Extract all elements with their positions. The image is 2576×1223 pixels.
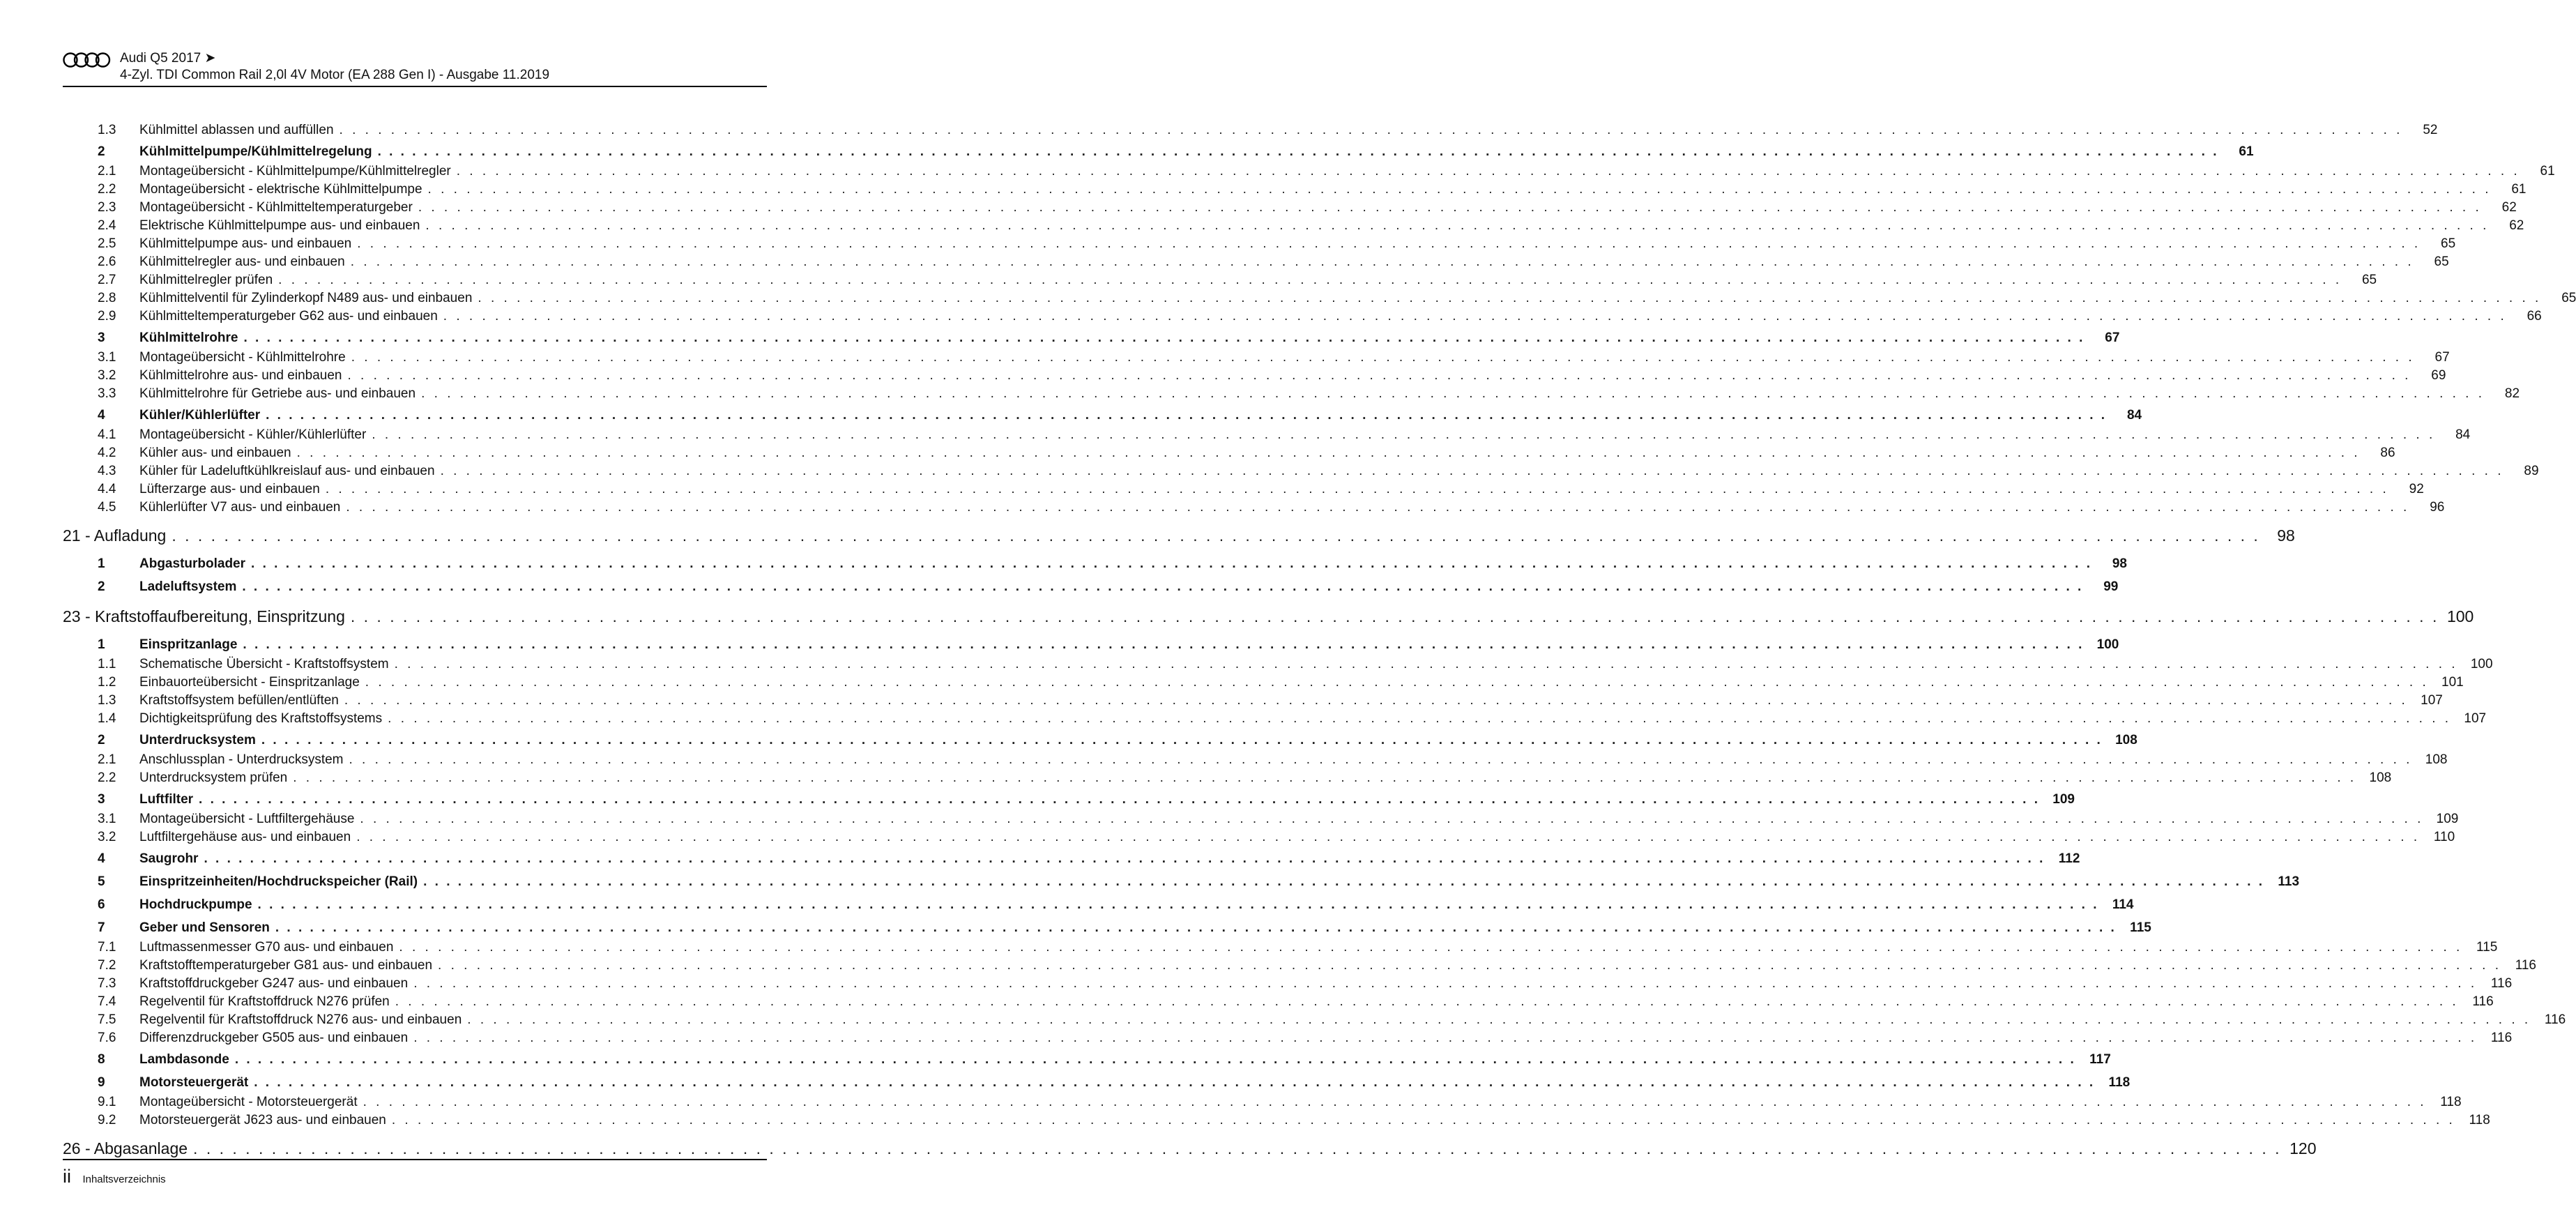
toc-page-number: 65 [2441,236,2456,251]
header-divider [63,86,767,87]
toc-chapter[interactable] [63,1139,2317,1166]
toc-number: 2.9 [98,309,116,324]
toc-leader-dots: . . . . . . . . . . . . . . . . . . . . . . . . . . . . . . . . . . . . . . . . . . . . . . . . . . . . . . . . . . . . . . . . . . . . . . . . . . . . . . . . . . . . . . . . . . . . . . . . . . . . . . . . . . . . . . . . . . . . . . . . . . . . . . . . . . . . . . . . . . . . . . . . . . . . . . . . . . . . . . . . [251,556,2092,571]
toc-item[interactable] [63,309,2542,327]
toc-number: 9 [98,1075,105,1090]
toc-page-number: 62 [2501,200,2517,215]
toc-number: 6 [98,897,105,912]
toc-leader-dots: . . . . . . . . . . . . . . . . . . . . . . . . . . . . . . . . . . . . . . . . . . . . . . . . . . . . . . . . . . . . . . . . . . . . . . . . . . . . . . . . . . . . . . . . . . . . . . . . . . . . . . . . . . . . . . . . . . . . . . . . . . . . . . . . . . . . . . . . . . . . . . . . . . . . . . . . . . . . . . . . [395,994,2459,1009]
toc-number: 2.7 [98,273,116,287]
toc-page-number: 120 [2289,1139,2317,1157]
toc-item[interactable] [63,958,2536,976]
toc-leader-dots: . . . . . . . . . . . . . . . . . . . . . . . . . . . . . . . . . . . . . . . . . . . . . . . . . . . . . . . . . . . . . . . . . . . . . . . . . . . . . . . . . . . . . . . . . . . . . . . . . . . . . . . . . . . . . . . . . . . . . . . . . . . . . . . . . . . . . . . . . . . . . . . . . . . . . . . . . . . . . . . . [413,1031,2478,1045]
toc-page-number: 61 [2511,182,2527,197]
toc-page-number: 107 [2464,711,2487,726]
toc-title: Kühlmittelpumpe/Kühlmittelregelung [139,144,372,159]
toc-leader-dots: . . . . . . . . . . . . . . . . . . . . . . . . . . . . . . . . . . . . . . . . . . . . . . . . . . . . . . . . . . . . . . . . . . . . . . . . . . . . . . . . . . . . . . . . . . . . . . . . . . . . . . . . . . . . . . . . . . . . . . . . . . . . . . . . . . . . . . . . . . . . . . . . . . . . . . . . . . . . . . . . [275,920,2117,935]
toc-leader-dots: . . . . . . . . . . . . . . . . . . . . . . . . . . . . . . . . . . . . . . . . . . . . . . . . . . . . . . . . . . . . . . . . . . . . . . . . . . . . . . . . . . . . . . . . . . . . . . . . . . . . . . . . . . . . . . . . . . . . . . . . . . . . . . . . . . . . . . . . . . . . . . . . . . . . . . . . . . . . . . . . [440,464,2504,478]
toc-title: Montageübersicht - Kühlmittelrohre [139,350,346,365]
toc-title: Kühlmittelpumpe aus- und einbauen [139,236,352,251]
toc-title: Schematische Übersicht - Kraftstoffsystem [139,657,389,671]
toc-page-number: 109 [2436,812,2459,826]
toc-number: 7.5 [98,1012,116,1027]
toc-leader-dots: . . . . . . . . . . . . . . . . . . . . . . . . . . . . . . . . . . . . . . . . . . . . . . . . . . . . . . . . . . . . . . . . . . . . . . . . . . . . . . . . . . . . . . . . . . . . . . . . . . . . . . . . . . . . . . . . . . . . . . . . . . . . . . . . . . . . . . . . . . . . . . . . . . . . . . . . . . . . . . . . [204,851,2045,866]
toc-number: 2 [98,733,105,747]
toc-section[interactable] [63,556,2127,576]
toc-section[interactable] [63,144,2254,164]
toc-leader-dots: . . . . . . . . . . . . . . . . . . . . . . . . . . . . . . . . . . . . . . . . . . . . . . . . . . . . . . . . . . . . . . . . . . . . . . . . . . . . . . . . . . . . . . . . . . . . . . . . . . . . . . . . . . . . . . . . . . . . . . . . . . . . . . . . . . . . . . . . . . . . . . . . . . . . . . . . . . . . . . . . [350,255,2414,269]
toc-page-number: 61 [2239,144,2254,159]
toc-section[interactable] [63,579,2119,599]
toc-leader-dots: . . . . . . . . . . . . . . . . . . . . . . . . . . . . . . . . . . . . . . . . . . . . . . . . . . . . . . . . . . . . . . . . . . . . . . . . . . . . . . . . . . . . . . . . . . . . . . . . . . . . . . . . . . . . . . . . . . . . . . . . . . . . . . . . . . . . . . . . . . . . . . . . . . . . . . . . . . . . . . . . [399,940,2463,955]
toc-number: 2.5 [98,236,116,251]
toc-leader-dots: . . . . . . . . . . . . . . . . . . . . . . . . . . . . . . . . . . . . . . . . . . . . . . . . . . . . . . . . . . . . . . . . . . . . . . . . . . . . . . . . . . . . . . . . . . . . . . . . . . . . . . . . . . . . . . . . . . . . . . . . . . . . . . . . . . . . . . . . . . . . . . . . . . . . . . . . . . . . . . . . [344,693,2408,708]
toc-leader-dots: . . . . . . . . . . . . . . . . . . . . . . . . . . . . . . . . . . . . . . . . . . . . . . . . . . . . . . . . . . . . . . . . . . . . . . . . . . . . . . . . . . . . . . . . . . . . . . . . . . . . . . . . . . . . . . . . . . . . . . . . . . . . . . . . . . . . . . . . . . . . . . . . . . . . . . . . . . . . . . . . [365,675,2429,690]
toc-item[interactable] [63,368,2446,386]
toc-page-number: 98 [2277,526,2295,545]
toc-leader-dots: . . . . . . . . . . . . . . . . . . . . . . . . . . . . . . . . . . . . . . . . . . . . . . . . . . . . . . . . . . . . . . . . . . . . . . . . . . . . . . . . . . . . . . . . . . . . . . . . . . . . . . . . . . . . . . . . . . . . . . . . . . . . . . . . . . . . . . . . . . . . . . . . . . . . . . . . . . . . . . . . [254,1075,2096,1090]
toc-section[interactable] [63,874,2300,894]
toc-leader-dots: . . . . . . . . . . . . . . . . . . . . . . . . . . . . . . . . . . . . . . . . . . . . . . . . . . . . . . . . . . . . . . . . . . . . . . . . . . . . . . . . . . . . . . . . . . . . . . . . . . . . . . . . . . . . . . . . . . . . . . . . . . . . . . . . . . . . . . . . . . . . . . . . . . . . . . . . . . . . . . . . [478,291,2542,305]
toc-leader-dots: . . . . . . . . . . . . . . . . . . . . . . . . . . . . . . . . . . . . . . . . . . . . . . . . . . . . . . . . . . . . . . . . . . . . . . . . . . . . . . . . . . . . . . . . . . . . . . . . . . . . . . . . . . . . . . . . . . . . . . . . . . . . . . . . . . . . . . . . . . . . . . . . . . . . . . . . . . . . . . . . [413,976,2478,991]
toc-leader-dots: . . . . . . . . . . . . . . . . . . . . . . . . . . . . . . . . . . . . . . . . . . . . . . . . . . . . . . . . . . . . . . . . . . . . . . . . . . . . . . . . . . . . . . . . . . . . . . . . . . . . . . . . . . . . . . . . . . . . . . . . . . . . . . . . . . . . . . . . . . . . . . . . . . . . . . . . . . . . . . . . [339,123,2403,137]
toc-title: 26 - Abgasanlage [63,1139,188,1157]
toc-number: 2.6 [98,255,116,269]
toc-title: Anschlussplan - Unterdrucksystem [139,752,344,767]
toc-leader-dots: . . . . . . . . . . . . . . . . . . . . . . . . . . . . . . . . . . . . . . . . . . . . . . . . . . . . . . . . . . . . . . . . . . . . . . . . . . . . . . . . . . . . . . . . . . . . . . . . . . . . . . . . . . . . . . . . . . . . . . . . . . . . . . . . . . . . . . . . . . . . . . . . . . . . . . . . . . . . . . . . [418,200,2482,215]
toc-page-number: 65 [2434,255,2449,269]
toc-number: 1 [98,637,105,652]
toc-section[interactable] [63,733,2137,752]
toc-title: Kühler aus- und einbauen [139,446,291,460]
toc-item[interactable] [63,182,2527,200]
toc-item[interactable] [63,657,2493,675]
toc-title: Einspritzanlage [139,637,238,652]
toc-leader-dots: . . . . . . . . . . . . . . . . . . . . . . . . . . . . . . . . . . . . . . . . . . . . . . . . . . . . . . . . . . . . . . . . . . . . . . . . . . . . . . . . . . . . . . . . . . . . . . . . . . . . . . . . . . . . . . . . . . . . . . . . . . . . . . . . . . . . . . . . . . . . . . . . . . . . . . . . . . . . . . . . [261,733,2103,747]
toc-page-number: 52 [2423,123,2438,137]
toc-leader-dots: . . . . . . . . . . . . . . . . . . . . . . . . . . . . . . . . . . . . . . . . . . . . . . . . . . . . . . . . . . . . . . . . . . . . . . . . . . . . . . . . . . . . . . . . . . . . . . . . . . . . . . . . . . . . . . . . . . . . . . . . . . . . . . . . . . . . . . . . . . . . . . . . . . . . . . . . . . . . . . . . [266,408,2108,423]
toc-leader-dots: . . . . . . . . . . . . . . . . . . . . . . . . . . . . . . . . . . . . . . . . . . . . . . . . . . . . . . . . . . . . . . . . . . . . . . . . . . . . . . . . . . . . . . . . . . . . . . . . . . . . . . . . . . . . . . . . . . . . . . . . . . . . . . . . . . . . . . . . . . . . . . . . . . . . . . . . . . . . . . . . [423,874,2265,889]
toc-title: Differenzdruckgeber G505 aus- und einbauen [139,1031,409,1045]
toc-page-number: 118 [2469,1113,2490,1127]
footer-divider [63,1159,767,1160]
toc-page-number: 112 [2058,851,2080,866]
toc-number: 2 [98,579,105,594]
toc-number: 4 [98,408,105,423]
toc-number: 8 [98,1052,105,1067]
toc-section[interactable] [63,637,2119,657]
toc-title: Kühlmittelregler aus- und einbauen [139,255,345,269]
toc-item[interactable] [63,1031,2513,1049]
toc-page-number: 89 [2524,464,2539,478]
page-footer [63,1166,166,1190]
toc-leader-dots: . . . . . . . . . . . . . . . . . . . . . . . . . . . . . . . . . . . . . . . . . . . . . . . . . . . . . . . . . . . . . . . . . . . . . . . . . . . . . . . . . . . . . . . . . . . . . . . . . . . . . . . . . . . . . . . . . . . . . . . . . . . . . . . . . . . . . . . . . . . . . . . . . . . . . . . . . . . . . . . . [325,482,2389,496]
toc-number: 1.1 [98,657,116,671]
toc-title: Luftfilter [139,792,194,807]
toc-leader-dots: . . . . . . . . . . . . . . . . . . . . . . . . . . . . . . . . . . . . . . . . . . . . . . . . . . . . . . . . . . . . . . . . . . . . . . . . . . . . . . . . . . . . . . . . . . . . . . . . . . . . . . . . . . . . . . . . . . . . . . . . . . . . . . . . . . . . . . . . . . . . . . . . . . . . . . . . . . . . . . . . [172,526,2260,545]
toc-leader-dots: . . . . . . . . . . . . . . . . . . . . . . . . . . . . . . . . . . . . . . . . . . . . . . . . . . . . . . . . . . . . . . . . . . . . . . . . . . . . . . . . . . . . . . . . . . . . . . . . . . . . . . . . . . . . . . . . . . . . . . . . . . . . . . . . . . . . . . . . . . . . . . . . . . . . . . . . . . . . . . . . [193,1139,2282,1157]
toc-number: 3.2 [98,368,116,383]
toc-leader-dots: . . . . . . . . . . . . . . . . . . . . . . . . . . . . . . . . . . . . . . . . . . . . . . . . . . . . . . . . . . . . . . . . . . . . . . . . . . . . . . . . . . . . . . . . . . . . . . . . . . . . . . . . . . . . . . . . . . . . . . . . . . . . . . . . . . . . . . . . . . . . . . . . . . . . . . . . . . . . . . . . [234,1052,2076,1067]
toc-title: Montageübersicht - elektrische Kühlmittelpumpe [139,182,422,197]
toc-item[interactable] [63,1012,2566,1031]
toc-page-number: 98 [2112,556,2127,571]
toc-item[interactable] [63,675,2464,693]
toc-title: Montageübersicht - Motorsteuergerät [139,1095,358,1109]
toc-title: Saugrohr [139,851,199,866]
toc-page-number: 100 [2096,637,2119,652]
toc-leader-dots: . . . . . . . . . . . . . . . . . . . . . . . . . . . . . . . . . . . . . . . . . . . . . . . . . . . . . . . . . . . . . . . . . . . . . . . . . . . . . . . . . . . . . . . . . . . . . . . . . . . . . . . . . . . . . . . . . . . . . . . . . . . . . . . . . . . . . . . . . . . . . . . . . . . . . . . . . . . . . . . . [391,1113,2455,1127]
toc-page-number: 116 [2490,1031,2513,1045]
toc-page-number: 62 [2509,218,2524,233]
toc-number: 3.1 [98,350,116,365]
toc-leader-dots: . . . . . . . . . . . . . . . . . . . . . . . . . . . . . . . . . . . . . . . . . . . . . . . . . . . . . . . . . . . . . . . . . . . . . . . . . . . . . . . . . . . . . . . . . . . . . . . . . . . . . . . . . . . . . . . . . . . . . . . . . . . . . . . . . . . . . . . . . . . . . . . . . . . . . . . . . . . . . . . . [372,427,2436,442]
toc-page-number: 61 [2540,164,2555,178]
toc-title: Regelventil für Kraftstoffdruck N276 aus- und einbauen [139,1012,462,1027]
toc-section[interactable] [63,920,2151,940]
toc-number: 7 [98,920,105,935]
toc-title: Kühlmittelregler prüfen [139,273,273,287]
toc-leader-dots: . . . . . . . . . . . . . . . . . . . . . . . . . . . . . . . . . . . . . . . . . . . . . . . . . . . . . . . . . . . . . . . . . . . . . . . . . . . . . . . . . . . . . . . . . . . . . . . . . . . . . . . . . . . . . . . . . . . . . . . . . . . . . . . . . . . . . . . . . . . . . . . . . . . . . . . . . . . . . . . . [467,1012,2531,1027]
toc-leader-dots: . . . . . . . . . . . . . . . . . . . . . . . . . . . . . . . . . . . . . . . . . . . . . . . . . . . . . . . . . . . . . . . . . . . . . . . . . . . . . . . . . . . . . . . . . . . . . . . . . . . . . . . . . . . . . . . . . . . . . . . . . . . . . . . . . . . . . . . . . . . . . . . . . . . . . . . . . . . . . . . . [357,236,2421,251]
toc-item[interactable] [63,482,2424,500]
toc-leader-dots: . . . . . . . . . . . . . . . . . . . . . . . . . . . . . . . . . . . . . . . . . . . . . . . . . . . . . . . . . . . . . . . . . . . . . . . . . . . . . . . . . . . . . . . . . . . . . . . . . . . . . . . . . . . . . . . . . . . . . . . . . . . . . . . . . . . . . . . . . . . . . . . . . . . . . . . . . . . . . . . . [350,607,2439,625]
toc-item[interactable] [63,273,2377,291]
toc-number: 7.6 [98,1031,116,1045]
toc-item[interactable] [63,464,2539,482]
toc-number: 2.8 [98,291,116,305]
toc-leader-dots: . . . . . . . . . . . . . . . . . . . . . . . . . . . . . . . . . . . . . . . . . . . . . . . . . . . . . . . . . . . . . . . . . . . . . . . . . . . . . . . . . . . . . . . . . . . . . . . . . . . . . . . . . . . . . . . . . . . . . . . . . . . . . . . . . . . . . . . . . . . . . . . . . . . . . . . . . . . . . . . . [394,657,2458,671]
toc-leader-dots: . . . . . . . . . . . . . . . . . . . . . . . . . . . . . . . . . . . . . . . . . . . . . . . . . . . . . . . . . . . . . . . . . . . . . . . . . . . . . . . . . . . . . . . . . . . . . . . . . . . . . . . . . . . . . . . . . . . . . . . . . . . . . . . . . . . . . . . . . . . . . . . . . . . . . . . . . . . . . . . . [243,331,2085,345]
toc-item[interactable] [63,236,2456,255]
toc-title: Abgasturbolader [139,556,246,571]
toc-page-number: 69 [2431,368,2446,383]
toc-title: Lambdasonde [139,1052,229,1067]
toc-leader-dots: . . . . . . . . . . . . . . . . . . . . . . . . . . . . . . . . . . . . . . . . . . . . . . . . . . . . . . . . . . . . . . . . . . . . . . . . . . . . . . . . . . . . . . . . . . . . . . . . . . . . . . . . . . . . . . . . . . . . . . . . . . . . . . . . . . . . . . . . . . . . . . . . . . . . . . . . . . . . . . . . [351,350,2415,365]
toc-title: 21 - Aufladung [63,526,167,545]
toc-leader-dots: . . . . . . . . . . . . . . . . . . . . . . . . . . . . . . . . . . . . . . . . . . . . . . . . . . . . . . . . . . . . . . . . . . . . . . . . . . . . . . . . . . . . . . . . . . . . . . . . . . . . . . . . . . . . . . . . . . . . . . . . . . . . . . . . . . . . . . . . . . . . . . . . . . . . . . . . . . . . . . . . [388,711,2452,726]
toc-title: Motorsteuergerät J623 aus- und einbauen [139,1113,386,1127]
toc-page-number: 65 [2361,273,2377,287]
toc-page-number: 96 [2430,500,2445,515]
toc-title: Regelventil für Kraftstoffdruck N276 prüfen [139,994,390,1009]
toc-item[interactable] [63,994,2494,1012]
toc-leader-dots: . . . . . . . . . . . . . . . . . . . . . . . . . . . . . . . . . . . . . . . . . . . . . . . . . . . . . . . . . . . . . . . . . . . . . . . . . . . . . . . . . . . . . . . . . . . . . . . . . . . . . . . . . . . . . . . . . . . . . . . . . . . . . . . . . . . . . . . . . . . . . . . . . . . . . . . . . . . . . . . . [349,752,2413,767]
toc-title: Kraftstoffsystem befüllen/entlüften [139,693,339,708]
toc-page-number: 116 [2490,976,2513,991]
toc-number: 5 [98,874,105,889]
toc-number: 7.2 [98,958,116,973]
toc-title: Kühlmittel ablassen und auffüllen [139,123,334,137]
toc-item[interactable] [63,770,2392,789]
toc-title: Kraftstofftemperaturgeber G81 aus- und einbauen [139,958,433,973]
toc-leader-dots: . . . . . . . . . . . . . . . . . . . . . . . . . . . . . . . . . . . . . . . . . . . . . . . . . . . . . . . . . . . . . . . . . . . . . . . . . . . . . . . . . . . . . . . . . . . . . . . . . . . . . . . . . . . . . . . . . . . . . . . . . . . . . . . . . . . . . . . . . . . . . . . . . . . . . . . . . . . . . . . . [425,218,2490,233]
toc-page-number: 65 [2561,291,2576,305]
toc-number: 4.5 [98,500,116,515]
toc-item[interactable] [63,386,2520,404]
toc-page-number: 117 [2089,1052,2111,1067]
toc-title: Unterdrucksystem [139,733,256,747]
toc-number: 9.1 [98,1095,116,1109]
toc-leader-dots: . . . . . . . . . . . . . . . . . . . . . . . . . . . . . . . . . . . . . . . . . . . . . . . . . . . . . . . . . . . . . . . . . . . . . . . . . . . . . . . . . . . . . . . . . . . . . . . . . . . . . . . . . . . . . . . . . . . . . . . . . . . . . . . . . . . . . . . . . . . . . . . . . . . . . . . . . . . . . . . . [293,770,2357,785]
toc-title: Einbauorteübersicht - Einspritzanlage [139,675,360,690]
toc-page-number: 108 [2115,733,2137,747]
toc-leader-dots: . . . . . . . . . . . . . . . . . . . . . . . . . . . . . . . . . . . . . . . . . . . . . . . . . . . . . . . . . . . . . . . . . . . . . . . . . . . . . . . . . . . . . . . . . . . . . . . . . . . . . . . . . . . . . . . . . . . . . . . . . . . . . . . . . . . . . . . . . . . . . . . . . . . . . . . . . . . . . . . . [346,500,2410,515]
toc-leader-dots: . . . . . . . . . . . . . . . . . . . . . . . . . . . . . . . . . . . . . . . . . . . . . . . . . . . . . . . . . . . . . . . . . . . . . . . . . . . . . . . . . . . . . . . . . . . . . . . . . . . . . . . . . . . . . . . . . . . . . . . . . . . . . . . . . . . . . . . . . . . . . . . . . . . . . . . . . . . . . . . . [421,386,2485,401]
toc-item[interactable] [63,291,2576,309]
toc-page-number: 115 [2476,940,2498,955]
toc-leader-dots: . . . . . . . . . . . . . . . . . . . . . . . . . . . . . . . . . . . . . . . . . . . . . . . . . . . . . . . . . . . . . . . . . . . . . . . . . . . . . . . . . . . . . . . . . . . . . . . . . . . . . . . . . . . . . . . . . . . . . . . . . . . . . . . . . . . . . . . . . . . . . . . . . . . . . . . . . . . . . . . . [363,1095,2427,1109]
toc-page-number: 116 [2515,958,2536,973]
toc-number: 3 [98,792,105,807]
toc-item[interactable] [63,123,2438,141]
toc-leader-dots: . . . . . . . . . . . . . . . . . . . . . . . . . . . . . . . . . . . . . . . . . . . . . . . . . . . . . . . . . . . . . . . . . . . . . . . . . . . . . . . . . . . . . . . . . . . . . . . . . . . . . . . . . . . . . . . . . . . . . . . . . . . . . . . . . . . . . . . . . . . . . . . . . . . . . . . . . . . . . . . . [243,637,2085,652]
toc-item[interactable] [63,446,2395,464]
page-header [63,49,767,86]
toc-item[interactable] [63,976,2513,994]
toc-page-number: 99 [2103,579,2119,594]
toc-title: Kühler für Ladeluftkühlkreislauf aus- und einbauen [139,464,435,478]
toc-leader-dots: . . . . . . . . . . . . . . . . . . . . . . . . . . . . . . . . . . . . . . . . . . . . . . . . . . . . . . . . . . . . . . . . . . . . . . . . . . . . . . . . . . . . . . . . . . . . . . . . . . . . . . . . . . . . . . . . . . . . . . . . . . . . . . . . . . . . . . . . . . . . . . . . . . . . . . . . . . . . . . . . [278,273,2342,287]
toc-page-number: 115 [2130,920,2151,935]
toc-page-number: 100 [2446,607,2474,625]
toc-item[interactable] [63,500,2445,518]
toc-title: Kühlmittelrohre aus- und einbauen [139,368,342,383]
toc-page-number: 84 [2455,427,2471,442]
toc-chapter[interactable] [63,607,2474,634]
toc-section[interactable] [63,851,2080,871]
toc-page-number: 107 [2421,693,2443,708]
toc-section[interactable] [63,897,2134,917]
toc-title: Kühler/Kühlerlüfter [139,408,261,423]
toc-item[interactable] [63,693,2443,711]
toc-number: 1.4 [98,711,116,726]
toc-page-number: 110 [2433,830,2455,844]
toc-section[interactable] [63,331,2120,350]
toc-number: 2 [98,144,105,159]
toc-leader-dots: . . . . . . . . . . . . . . . . . . . . . . . . . . . . . . . . . . . . . . . . . . . . . . . . . . . . . . . . . . . . . . . . . . . . . . . . . . . . . . . . . . . . . . . . . . . . . . . . . . . . . . . . . . . . . . . . . . . . . . . . . . . . . . . . . . . . . . . . . . . . . . . . . . . . . . . . . . . . . . . . [347,368,2411,383]
toc-page-number: 114 [2112,897,2134,912]
toc-number: 2.2 [98,770,116,785]
toc-title: Luftmassenmesser G70 aus- und einbauen [139,940,394,955]
toc-page-number: 116 [2544,1012,2566,1027]
toc-number: 7.4 [98,994,116,1009]
toc-title: Kühlmitteltemperaturgeber G62 aus- und einbauen [139,309,438,324]
table-of-contents [63,123,2576,1169]
toc-leader-dots: . . . . . . . . . . . . . . . . . . . . . . . . . . . . . . . . . . . . . . . . . . . . . . . . . . . . . . . . . . . . . . . . . . . . . . . . . . . . . . . . . . . . . . . . . . . . . . . . . . . . . . . . . . . . . . . . . . . . . . . . . . . . . . . . . . . . . . . . . . . . . . . . . . . . . . . . . . . . . . . . [438,958,2501,973]
toc-number: 9.2 [98,1113,116,1127]
toc-number: 2.1 [98,752,116,767]
toc-title: Kühlmittelrohre [139,331,238,345]
toc-title: Ladeluftsystem [139,579,237,594]
audi-rings-logo [63,52,112,68]
toc-page-number: 116 [2472,994,2494,1009]
toc-item[interactable] [63,830,2455,848]
toc-number: 2.3 [98,200,116,215]
header-engine-edition: 4-Zyl. TDI Common Rail 2,0l 4V Motor (EA 288 Gen I) - Ausgabe 11.2019 [120,68,550,82]
toc-page-number: 86 [2380,446,2395,460]
toc-number: 4.1 [98,427,116,442]
toc-title: Montageübersicht - Kühlmitteltemperaturgeber [139,200,413,215]
toc-leader-dots: . . . . . . . . . . . . . . . . . . . . . . . . . . . . . . . . . . . . . . . . . . . . . . . . . . . . . . . . . . . . . . . . . . . . . . . . . . . . . . . . . . . . . . . . . . . . . . . . . . . . . . . . . . . . . . . . . . . . . . . . . . . . . . . . . . . . . . . . . . . . . . . . . . . . . . . . . . . . . . . . [356,830,2421,844]
toc-title: Montageübersicht - Kühlmittelpumpe/Kühlmittelregler [139,164,451,178]
toc-page-number: 109 [2052,792,2075,807]
toc-item[interactable] [63,255,2449,273]
toc-item[interactable] [63,711,2487,729]
toc-title: Unterdrucksystem prüfen [139,770,288,785]
toc-leader-dots: . . . . . . . . . . . . . . . . . . . . . . . . . . . . . . . . . . . . . . . . . . . . . . . . . . . . . . . . . . . . . . . . . . . . . . . . . . . . . . . . . . . . . . . . . . . . . . . . . . . . . . . . . . . . . . . . . . . . . . . . . . . . . . . . . . . . . . . . . . . . . . . . . . . . . . . . . . . . . . . . [443,309,2507,324]
toc-item[interactable] [63,427,2471,446]
toc-title: Dichtigkeitsprüfung des Kraftstoffsystems [139,711,383,726]
toc-title: Geber und Sensoren [139,920,270,935]
toc-page-number: 108 [2369,770,2392,785]
toc-number: 3.1 [98,812,116,826]
toc-leader-dots: . . . . . . . . . . . . . . . . . . . . . . . . . . . . . . . . . . . . . . . . . . . . . . . . . . . . . . . . . . . . . . . . . . . . . . . . . . . . . . . . . . . . . . . . . . . . . . . . . . . . . . . . . . . . . . . . . . . . . . . . . . . . . . . . . . . . . . . . . . . . . . . . . . . . . . . . . . . . . . . . [427,182,2492,197]
toc-page-number: 118 [2440,1095,2462,1109]
toc-title: Kühlmittelrohre für Getriebe aus- und einbauen [139,386,416,401]
footer-page-number: ii [63,1166,71,1187]
toc-page-number: 84 [2126,408,2142,423]
toc-section[interactable] [63,792,2075,812]
toc-page-number: 113 [2278,874,2300,889]
toc-title: Montageübersicht - Luftfiltergehäuse [139,812,355,826]
toc-title: Lüfterzarge aus- und einbauen [139,482,320,496]
toc-section[interactable] [63,1052,2111,1072]
toc-number: 7.1 [98,940,116,955]
toc-title: Kühlmittelventil für Zylinderkopf N489 aus- und einbauen [139,291,473,305]
toc-page-number: 118 [2108,1075,2131,1090]
toc-chapter[interactable] [63,526,2295,553]
toc-title: Elektrische Kühlmittelpumpe aus- und einbauen [139,218,420,233]
toc-number: 2.4 [98,218,116,233]
toc-number: 1.3 [98,693,116,708]
toc-title: Luftfiltergehäuse aus- und einbauen [139,830,351,844]
toc-title: 23 - Kraftstoffaufbereitung, Einspritzung [63,607,345,625]
toc-number: 1.3 [98,123,116,137]
toc-leader-dots: . . . . . . . . . . . . . . . . . . . . . . . . . . . . . . . . . . . . . . . . . . . . . . . . . . . . . . . . . . . . . . . . . . . . . . . . . . . . . . . . . . . . . . . . . . . . . . . . . . . . . . . . . . . . . . . . . . . . . . . . . . . . . . . . . . . . . . . . . . . . . . . . . . . . . . . . . . . . . . . . [360,812,2424,826]
header-model: Audi Q5 2017 ➤ [120,51,216,66]
toc-page-number: 66 [2527,309,2542,324]
toc-item[interactable] [63,164,2555,182]
toc-number: 7.3 [98,976,116,991]
toc-page-number: 82 [2504,386,2520,401]
toc-page-number: 108 [2425,752,2448,767]
toc-number: 3 [98,331,105,345]
toc-item[interactable] [63,752,2448,770]
toc-number: 2.1 [98,164,116,178]
toc-section[interactable] [63,1075,2131,1095]
toc-item[interactable] [63,940,2498,958]
toc-section[interactable] [63,408,2142,427]
toc-page-number: 67 [2434,350,2450,365]
toc-page-number: 101 [2441,675,2464,690]
toc-title: Hochdruckpumpe [139,897,252,912]
toc-title: Einspritzeinheiten/Hochdruckspeicher (Rail) [139,874,418,889]
toc-page-number: 92 [2409,482,2424,496]
toc-number: 2.2 [98,182,116,197]
toc-number: 3.3 [98,386,116,401]
toc-item[interactable] [63,218,2524,236]
toc-item[interactable] [63,200,2517,218]
toc-item[interactable] [63,1113,2490,1131]
toc-leader-dots: . . . . . . . . . . . . . . . . . . . . . . . . . . . . . . . . . . . . . . . . . . . . . . . . . . . . . . . . . . . . . . . . . . . . . . . . . . . . . . . . . . . . . . . . . . . . . . . . . . . . . . . . . . . . . . . . . . . . . . . . . . . . . . . . . . . . . . . . . . . . . . . . . . . . . . . . . . . . . . . . [257,897,2099,912]
toc-leader-dots: . . . . . . . . . . . . . . . . . . . . . . . . . . . . . . . . . . . . . . . . . . . . . . . . . . . . . . . . . . . . . . . . . . . . . . . . . . . . . . . . . . . . . . . . . . . . . . . . . . . . . . . . . . . . . . . . . . . . . . . . . . . . . . . . . . . . . . . . . . . . . . . . . . . . . . . . . . . . . . . . [242,579,2084,594]
toc-leader-dots: . . . . . . . . . . . . . . . . . . . . . . . . . . . . . . . . . . . . . . . . . . . . . . . . . . . . . . . . . . . . . . . . . . . . . . . . . . . . . . . . . . . . . . . . . . . . . . . . . . . . . . . . . . . . . . . . . . . . . . . . . . . . . . . . . . . . . . . . . . . . . . . . . . . . . . . . . . . . . . . . [377,144,2219,159]
toc-number: 3.2 [98,830,116,844]
toc-number: 1 [98,556,105,571]
toc-leader-dots: . . . . . . . . . . . . . . . . . . . . . . . . . . . . . . . . . . . . . . . . . . . . . . . . . . . . . . . . . . . . . . . . . . . . . . . . . . . . . . . . . . . . . . . . . . . . . . . . . . . . . . . . . . . . . . . . . . . . . . . . . . . . . . . . . . . . . . . . . . . . . . . . . . . . . . . . . . . . . . . . [296,446,2361,460]
toc-title: Kühlerlüfter V7 aus- und einbauen [139,500,341,515]
toc-item[interactable] [63,812,2459,830]
toc-leader-dots: . . . . . . . . . . . . . . . . . . . . . . . . . . . . . . . . . . . . . . . . . . . . . . . . . . . . . . . . . . . . . . . . . . . . . . . . . . . . . . . . . . . . . . . . . . . . . . . . . . . . . . . . . . . . . . . . . . . . . . . . . . . . . . . . . . . . . . . . . . . . . . . . . . . . . . . . . . . . . . . . [199,792,2040,807]
toc-title: Motorsteuergerät [139,1075,249,1090]
toc-number: 4.4 [98,482,116,496]
toc-page-number: 100 [2470,657,2493,671]
toc-number: 1.2 [98,675,116,690]
toc-leader-dots: . . . . . . . . . . . . . . . . . . . . . . . . . . . . . . . . . . . . . . . . . . . . . . . . . . . . . . . . . . . . . . . . . . . . . . . . . . . . . . . . . . . . . . . . . . . . . . . . . . . . . . . . . . . . . . . . . . . . . . . . . . . . . . . . . . . . . . . . . . . . . . . . . . . . . . . . . . . . . . . . [456,164,2520,178]
footer-label: Inhaltsverzeichnis [82,1173,166,1185]
toc-number: 4.2 [98,446,116,460]
toc-page-number: 67 [2105,331,2120,345]
toc-item[interactable] [63,1095,2462,1113]
toc-number: 4.3 [98,464,116,478]
toc-title: Montageübersicht - Kühler/Kühlerlüfter [139,427,367,442]
toc-title: Kraftstoffdruckgeber G247 aus- und einbauen [139,976,409,991]
toc-item[interactable] [63,350,2450,368]
toc-number: 4 [98,851,105,866]
